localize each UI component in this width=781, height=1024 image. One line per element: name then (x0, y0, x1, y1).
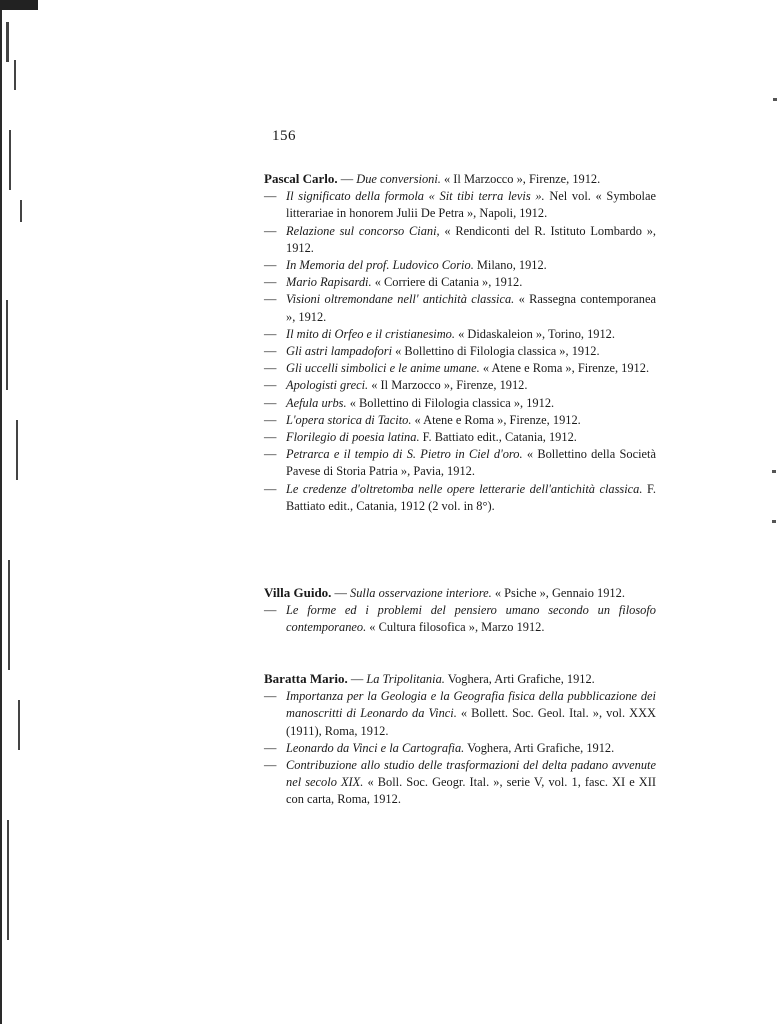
entry-title: Le credenze d'oltretomba nelle opere letterarie dell'antichità classica. (286, 481, 643, 496)
entry-title: Sulla osservazione interiore. (350, 586, 492, 600)
scan-margin-mark (772, 470, 776, 473)
entry-publication: « Atene e Roma », Firenze, 1912. (482, 361, 650, 376)
entry-dash: — (264, 395, 277, 410)
entry-title: Importanza per la Geologia e la Geografia fisica della pubblicazione dei manoscritti di Leonardo da Vinci. (286, 689, 656, 721)
entry-publication: « Didaskaleion », Torino, 1912. (458, 326, 615, 341)
entry-title: Le forme ed i problemi del pensiero umano secondo un filosofo contemporaneo. (286, 603, 656, 635)
author-name: Baratta Mario. (264, 671, 348, 686)
author-name: Pascal Carlo. (264, 171, 338, 186)
entry-title: Leonardo da Vinci e la Cartografia. (286, 740, 465, 755)
entry-dash: — (264, 447, 277, 462)
entry-dash: — (264, 344, 277, 359)
entry-dash: — (264, 430, 277, 445)
scan-margin-mark (772, 520, 776, 523)
entry-title: Due conversioni. (356, 172, 441, 186)
entry-title: Il significato della formola « Sit tibi terra levis ». (286, 189, 545, 204)
scan-margin-mark (773, 98, 777, 101)
author-block-villa (264, 584, 656, 637)
bibliography-entry (264, 377, 656, 394)
bibliography-entry (264, 274, 656, 291)
bibliography-entry (264, 223, 656, 257)
entry-title: Il mito di Orfeo e il cristianesimo. (286, 326, 455, 341)
entry-publication: « Psiche », Gennaio 1912. (494, 586, 625, 600)
bibliography-entry (264, 395, 656, 412)
bibliography-entry (264, 602, 656, 636)
entry-publication: « Bollettino di Filologia classica », 1912. (395, 344, 600, 359)
bibliography-entry (264, 291, 656, 325)
entry-publication: « Il Marzocco », Firenze, 1912. (371, 378, 528, 393)
entry-publication: « Bollettino della Società Pavese di Storia Patria », Pavia, 1912. (286, 447, 656, 479)
entry-publication: « Il Marzocco », Firenze, 1912. (444, 172, 601, 186)
entry-publication: F. Battiato edit., Catania, 1912 (2 vol. in 8°). (286, 481, 656, 513)
author-name: Villa Guido. (264, 585, 332, 600)
bibliography-entry (264, 429, 656, 446)
entry-title: Gli uccelli simbolici e le anime umane. (286, 361, 480, 376)
entry-publication: « Bollett. Soc. Geol. Ital. », vol. XXX (1911), Roma, 1912. (286, 706, 656, 738)
author-block-baratta (264, 670, 656, 809)
entry-dash: — (264, 275, 277, 290)
bibliography-entry-head: Villa Guido. — Sulla osservazione interiore. « Psiche », Gennaio 1912. (264, 585, 625, 600)
entry-publication: Voghera, Arti Grafiche, 1912. (447, 672, 595, 686)
bibliography-entry (264, 446, 656, 480)
entry-publication: Voghera, Arti Grafiche, 1912. (467, 740, 615, 755)
entry-publication: « Boll. Soc. Geogr. Ital. », serie V, vol. 1, fasc. XI e XII con carta, Roma, 1912. (286, 775, 656, 807)
entry-publication: Nel vol. « Symbolae litterariae in honorem Julii De Petra », Napoli, 1912. (286, 189, 656, 221)
bibliography-entry (264, 360, 656, 377)
entry-publication: « Cultura filosofica », Marzo 1912. (369, 620, 545, 635)
author-block-pascal (264, 170, 656, 515)
entry-dash: — (264, 378, 277, 393)
entry-title: Gli astri lampadofori (286, 344, 393, 359)
entry-title: Aefula urbs. (286, 395, 347, 410)
entry-dash: — (264, 258, 277, 273)
scan-left-edge (0, 0, 36, 1024)
bibliography-entry (264, 740, 656, 757)
entry-dash: — (264, 740, 277, 755)
entry-publication: « Rassegna contemporanea », 1912. (286, 292, 656, 324)
bibliography-entry (264, 343, 656, 360)
entry-dash: — (264, 689, 277, 704)
bibliography-entry-head: Baratta Mario. — La Tripolitania. Voghera, Arti Grafiche, 1912. (264, 671, 595, 686)
entry-title: Apologisti greci. (286, 378, 369, 393)
bibliography-entry (264, 188, 656, 222)
entry-title: La Tripolitania. (366, 672, 445, 686)
entry-title: L'opera storica di Tacito. (286, 412, 412, 427)
bibliography-entry (264, 757, 656, 809)
entry-publication: Milano, 1912. (476, 258, 547, 273)
entry-dash: — (264, 603, 277, 618)
entry-dash: — (264, 223, 277, 238)
entry-title: Florilegio di poesia latina. (286, 430, 420, 445)
page-number: 156 (272, 128, 296, 144)
entry-dash: — (264, 361, 277, 376)
entry-dash: — (264, 292, 277, 307)
bibliography-entry-head: Pascal Carlo. — Due conversioni. « Il Marzocco », Firenze, 1912. (264, 171, 601, 186)
scan-corner-mark (0, 0, 38, 10)
entry-title: Relazione sul concorso Ciani, (286, 223, 440, 238)
entry-publication: « Atene e Roma », Firenze, 1912. (414, 412, 581, 427)
bibliography-entry (264, 257, 656, 274)
entry-title: In Memoria del prof. Ludovico Corio. (286, 258, 474, 273)
entry-title: Visioni oltremondane nell' antichità classica. (286, 292, 515, 307)
entry-dash: — (264, 412, 277, 427)
bibliography-entry (264, 326, 656, 343)
bibliography-entry (264, 412, 656, 429)
bibliography-entry (264, 688, 656, 740)
entry-publication: « Corriere di Catania », 1912. (374, 275, 523, 290)
entry-dash: — (264, 326, 277, 341)
entry-title: Petrarca e il tempio di S. Pietro in Ciel d'oro. (286, 447, 523, 462)
entry-publication: F. Battiato edit., Catania, 1912. (422, 430, 577, 445)
entry-dash: — (264, 758, 277, 773)
entry-dash: — (264, 481, 277, 496)
entry-publication: « Rendiconti del R. Istituto Lombardo », 1912. (286, 223, 656, 255)
entry-dash: — (264, 189, 277, 204)
entry-title: Mario Rapisardi. (286, 275, 372, 290)
entry-title: Contribuzione allo studio delle trasformazioni del delta padano avvenute nel secolo XIX. (286, 758, 656, 790)
bibliography-entry (264, 481, 656, 515)
entry-publication: « Bollettino di Filologia classica », 1912. (349, 395, 555, 410)
